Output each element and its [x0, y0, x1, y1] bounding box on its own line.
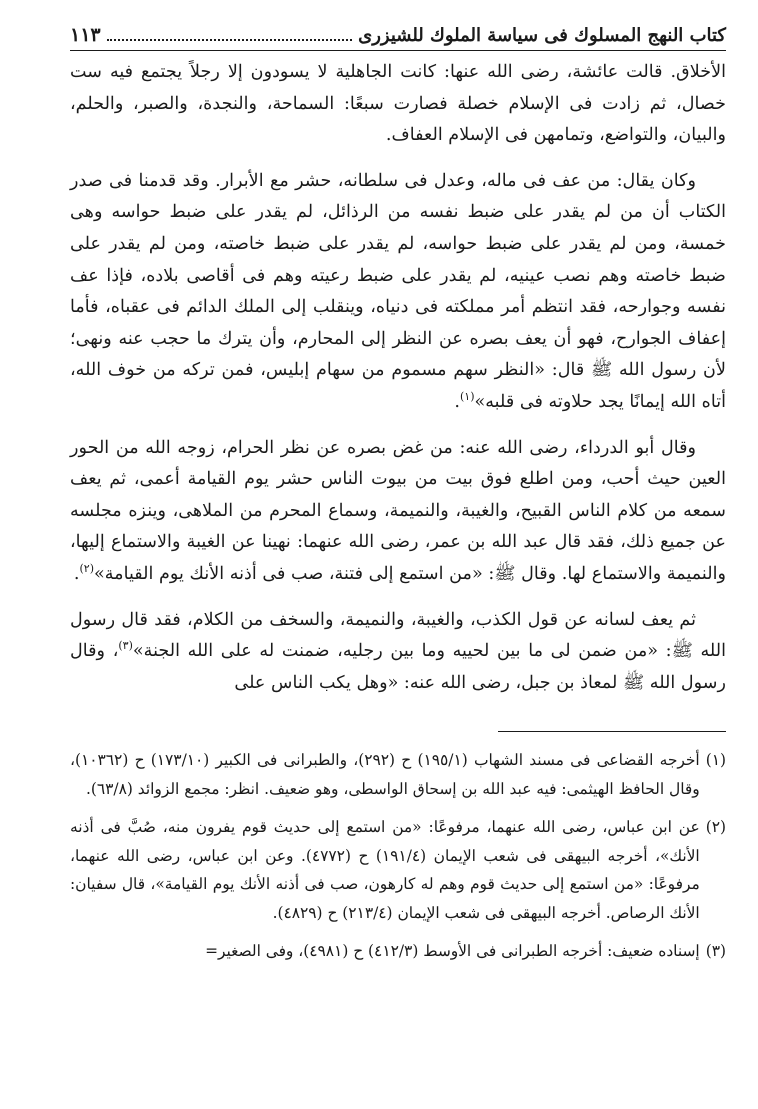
footnote-2 [70, 813, 726, 927]
footnote-ref-1[interactable]: (١) [459, 390, 475, 404]
paragraph-3-text: وقال أبو الدرداء، رضى الله عنه: من غض بصره عن نظر الحرام، زوجه الله من الحور العين حيث أحب، ومن اطلع فوق بيت من بيوت الناس حشر يوم القيامة أعمى، ثم يعف سمعه من كلام الناس القبيح، والغيبة، والنميمة، وسماع المحرم من الملاهى، وينزه مجلسه عن جميع ذلك، فقد قال عبد الله بن عمر، رضى الله عنهما: نهينا عن الغيبة والاستماع إليها، والنميمة والاستماع لها. وقال ﷺ: «من استمع إلى فتنة، صب فى أذنه الأنك يوم القيامة» [70, 437, 726, 584]
book-title: كتاب النهج المسلوك فى سياسة الملوك للشيزرى [358, 25, 726, 46]
book-page [70, 22, 726, 1097]
paragraph-2-text: وكان يقال: من عف فى ماله، وعدل فى سلطانه، حشر مع الأبرار. وقد قدمنا فى صدر الكتاب أن من لم يقدر على ضبط نفسه من الرذائل، لم يقدر على ضبط حواسه وهى خمسة، ومن لم يقدر على ضبط حواسه، لم يقدر على ضبط خاصته، ومن لم يقدر على ضبط خاصته وهم نصب عينيه، لم يقدر على ضبط رعيته وهم فى أقاصى بلاده، فإذا عف نفسه وجوارحه، فقد انتظم أمر مملكته فى دنياه، وينقلب إلى الملك الدائم فى عقباه، فأما إعفاف الجوارح، فهو أن يعف بصره عن النظر إلى المحارم، وأن يترك ما حجب عنه ونهى؛ لأن رسول الله ﷺ قال: «النظر سهم مسموم من سهام إبليس، فمن تركه من خوف الله، أتاه الله إيمانًا يجد حلاوته فى قلبه» [70, 170, 726, 412]
paragraph-4 [70, 605, 726, 700]
footnote-ref-2[interactable]: (٢) [79, 562, 94, 576]
footnote-text: عن ابن عباس، رضى الله عنهما، مرفوعًا: «من استمع إلى حديث قوم يفرون منه، صُبَّ فى أذنه الأنك»، أخرجه البيهقى فى شعب الإيمان (١٩١/٤) ح (٤٧٧٢). وعن ابن عباس، رضى الله عنهما، مرفوعًا: «من استمع إلى حديث قوم وهم له كارهون، صب فى أذنه الأنك يوم القيامة»، قال سفيان: الأنك الرصاص. أخرجه البيهقى فى شعب الإيمان (٢١٣/٤) ح (٤٨٢٩). [70, 818, 700, 922]
footnote-number: (٣) [705, 942, 726, 961]
footnote-3 [70, 937, 726, 966]
footnote-text: إسناده ضعيف: أخرجه الطبرانى فى الأوسط (٤١٢/٣) ح (٤٩٨١)، وفى الصغير= [205, 942, 700, 961]
paragraph-1-text: الأخلاق. قالت عائشة، رضى الله عنها: كانت الجاهلية لا يسودون إلا رجلاً يجتمع فيه ست خصال، ثم زادت فى الإسلام خصلة فصارت سبعًا: السماحة، والنجدة، والصبر، والحلم، والبيان، والتواضع، وتمامهن فى الإسلام العفاف. [70, 62, 726, 146]
paragraph-1 [70, 57, 726, 152]
paragraph-3: وقال أبو الدرداء، رضى الله عنه: من غض بصره عن نظر الحرام، زوجه الله من الحور العين حيث أحب، ومن اطلع فوق بيت من بيوت الناس حشر يوم القيامة أعمى، ثم يعف سمعه من كلام الناس القبيح، والغيبة، والنميمة، وسماع المحرم من الملاهى، وينزه مجلسه عن جميع ذلك، فقد قال عبد الله بن عمر، رضى الله عنهما: نهينا عن الغيبة والاستماع إليها، والنميمة والاستماع لها. وقال ﷺ: «من استمع إلى فتنة، صب فى أذنه الأنك يوم القيامة»$^{(٢)}$. [70, 437, 726, 584]
footnotes [70, 746, 726, 966]
footnote-ref-3[interactable]: (٣) [118, 639, 133, 653]
paragraph-2: وكان يقال: من عف فى ماله، وعدل فى سلطانه، حشر مع الأبرار. وقد قدمنا فى صدر الكتاب أن من لم يقدر على ضبط نفسه من الرذائل، لم يقدر على ضبط حواسه وهى خمسة، ومن لم يقدر على ضبط حواسه، لم يقدر على ضبط خاصته، ومن لم يقدر على ضبط خاصته وهم نصب عينيه، لم يقدر على ضبط رعيته وهم فى أقاصى بلاده، فإذا عف نفسه وجوارحه، فقد انتظم أمر مملكته فى دنياه، وينقلب إلى الملك الدائم فى عقباه، فأما إعفاف الجوارح، فهو أن يعف بصره عن النظر إلى المحارم، وأن يترك ما حجب عنه ونهى؛ لأن رسول الله ﷺ قال: «النظر سهم مسموم من سهام إبليس، فمن تركه من خوف الله، أتاه الله إيمانًا يجد حلاوته فى قلبه»$^{(١)}$. [70, 170, 726, 412]
running-header [70, 22, 726, 51]
dotted-leader [107, 39, 353, 41]
main-text [70, 57, 726, 699]
footnote-text: أخرجه القضاعى فى مسند الشهاب (١٩٥/١) ح (٢٩٢)، والطبرانى فى الكبير (١٧٣/١٠) ح (١٠٣٦٢)، وقال الحافظ الهيثمى: فيه عبد الله بن إسحاق الواسطى، وهو ضعيف. انظر: مجمع الزوائد (٦٣/٨). [70, 751, 700, 798]
paragraph-4-text-b: ، وقال رسول الله ﷺ لمعاذ بن جبل، رضى الله عنه: «وهل يكب الناس على [70, 641, 726, 693]
paragraph-4-text-a: ثم يعف لسانه عن قول الكذب، والغيبة، والنميمة، والسخف من الكلام، فقد قال رسول الله ﷺ: «من ضمن لى ما بين لحييه وما بين رجليه، ضمنت له على الله الجنة» [70, 609, 726, 662]
footnote-number: (٢) [705, 818, 726, 837]
footnote-number: (١) [705, 751, 726, 770]
footnote-separator [498, 731, 726, 732]
page-number: ١١٣ [70, 24, 101, 46]
footnote-1 [70, 746, 726, 803]
